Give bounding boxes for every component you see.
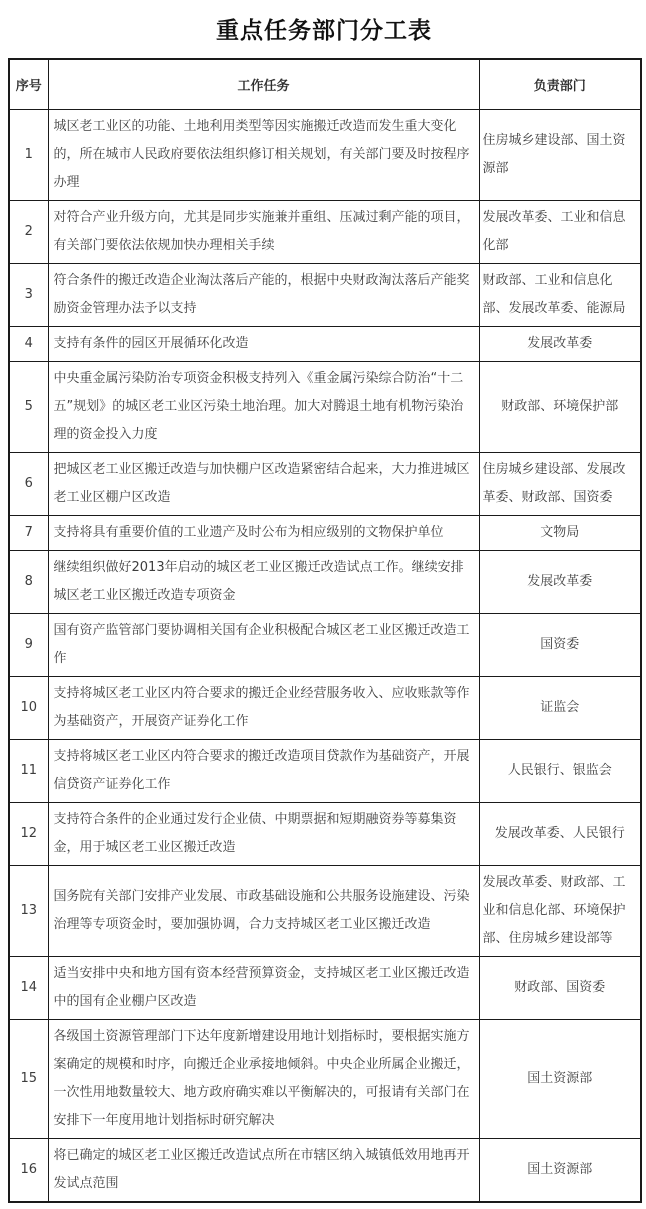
header-department: 负责部门	[479, 59, 641, 109]
table-body	[9, 109, 641, 1202]
row-task-cell: 国务院有关部门安排产业发展、市政基础设施和公共服务设施建设、污染治理等专项资金时，要加强协调，合力支持城区老工业区搬迁改造	[48, 865, 479, 956]
row-serial-cell: 7	[9, 515, 48, 550]
row-department-text: 发展改革委、财政部、工业和信息化部、环境保护部、住房城乡建设部等	[482, 874, 626, 946]
table-row	[9, 739, 641, 802]
row-department-text: 财政部、环境保护部	[501, 398, 619, 414]
header-task: 工作任务	[48, 59, 479, 109]
table-row	[9, 1019, 641, 1138]
table-row	[9, 1138, 641, 1202]
row-task-cell: 支持有条件的园区开展循环化改造	[48, 326, 479, 361]
row-task-cell: 将已确定的城区老工业区搬迁改造试点所在市辖区纳入城镇低效用地再开发试点范围	[48, 1138, 479, 1202]
row-department-text: 住房城乡建设部、国土资源部	[482, 132, 626, 176]
row-serial-cell: 9	[9, 613, 48, 676]
row-department-text: 证监会	[540, 699, 580, 715]
row-task-cell: 国有资产监管部门要协调相关国有企业积极配合城区老工业区搬迁改造工作	[48, 613, 479, 676]
row-department-text: 财政部、国资委	[514, 979, 606, 995]
row-serial-cell: 3	[9, 263, 48, 326]
row-serial-cell: 15	[9, 1019, 48, 1138]
row-serial-cell: 1	[9, 109, 48, 200]
row-serial-cell: 8	[9, 550, 48, 613]
row-serial-cell: 13	[9, 865, 48, 956]
assignment-table	[8, 58, 642, 1203]
row-task-cell: 适当安排中央和地方国有资本经营预算资金，支持城区老工业区搬迁改造中的国有企业棚户区改造	[48, 956, 479, 1019]
row-department-text: 财政部、工业和信息化部、发展改革委、能源局	[482, 272, 626, 316]
table-row	[9, 452, 641, 515]
row-task-cell: 支持将城区老工业区内符合要求的搬迁改造项目贷款作为基础资产，开展信贷资产证券化工作	[48, 739, 479, 802]
row-department-text: 人民银行、银监会	[507, 762, 612, 778]
table-row	[9, 515, 641, 550]
row-serial-cell: 2	[9, 200, 48, 263]
table-row	[9, 326, 641, 361]
row-department-text: 住房城乡建设部、发展改革委、财政部、国资委	[482, 461, 626, 505]
row-department-text: 国土资源部	[527, 1161, 593, 1177]
row-task-cell: 城区老工业区的功能、土地利用类型等因实施搬迁改造而发生重大变化的，所在城市人民政府要依法组织修订相关规划，有关部门要及时按程序办理	[48, 109, 479, 200]
table-row	[9, 550, 641, 613]
row-department-cell	[479, 200, 641, 263]
row-department-text: 发展改革委	[527, 573, 593, 589]
header-row	[9, 59, 641, 109]
row-department-cell	[479, 263, 641, 326]
row-serial-cell: 6	[9, 452, 48, 515]
table-row	[9, 361, 641, 452]
row-task-cell: 支持符合条件的企业通过发行企业债、中期票据和短期融资券等募集资金，用于城区老工业区搬迁改造	[48, 802, 479, 865]
row-department-cell	[479, 956, 641, 1019]
row-task-cell: 对符合产业升级方向，尤其是同步实施兼并重组、压减过剩产能的项目，有关部门要依法依规加快办理相关手续	[48, 200, 479, 263]
row-serial-cell: 10	[9, 676, 48, 739]
row-department-cell	[479, 802, 641, 865]
table-row	[9, 613, 641, 676]
row-department-cell	[479, 865, 641, 956]
row-department-text: 发展改革委、工业和信息化部	[482, 209, 626, 253]
row-department-text: 国资委	[540, 636, 580, 652]
row-department-cell	[479, 452, 641, 515]
row-department-cell	[479, 676, 641, 739]
row-department-cell	[479, 109, 641, 200]
row-department-text: 发展改革委、人民银行	[494, 825, 625, 841]
row-serial-cell: 16	[9, 1138, 48, 1202]
header-serial: 序号	[9, 59, 48, 109]
row-task-cell: 中央重金属污染防治专项资金积极支持列入《重金属污染综合防治“十二五”规划》的城区老工业区污染土地治理。加大对腾退土地有机物污染治理的资金投入力度	[48, 361, 479, 452]
row-serial-cell: 4	[9, 326, 48, 361]
row-department-text: 国土资源部	[527, 1070, 593, 1086]
row-department-cell	[479, 361, 641, 452]
row-department-cell	[479, 613, 641, 676]
row-department-text: 发展改革委	[527, 335, 593, 351]
row-task-cell: 支持将城区老工业区内符合要求的搬迁企业经营服务收入、应收账款等作为基础资产，开展资产证券化工作	[48, 676, 479, 739]
row-department-cell	[479, 326, 641, 361]
row-department-cell	[479, 1138, 641, 1202]
page-title: 重点任务部门分工表	[216, 18, 432, 44]
table-row	[9, 676, 641, 739]
row-task-cell: 把城区老工业区搬迁改造与加快棚户区改造紧密结合起来，大力推进城区老工业区棚户区改造	[48, 452, 479, 515]
table-row	[9, 109, 641, 200]
row-department-text: 文物局	[540, 524, 580, 540]
table-row	[9, 956, 641, 1019]
row-task-cell: 支持将具有重要价值的工业遗产及时公布为相应级别的文物保护单位	[48, 515, 479, 550]
row-serial-cell: 5	[9, 361, 48, 452]
row-department-cell	[479, 515, 641, 550]
row-task-cell: 符合条件的搬迁改造企业淘汰落后产能的，根据中央财政淘汰落后产能奖励资金管理办法予以支持	[48, 263, 479, 326]
row-serial-cell: 11	[9, 739, 48, 802]
table-row	[9, 200, 641, 263]
row-task-cell: 各级国土资源管理部门下达年度新增建设用地计划指标时，要根据实施方案确定的规模和时序，向搬迁企业承接地倾斜。中央企业所属企业搬迁，一次性用地数量较大、地方政府确实难以平衡解决的，可报请有关部门在安排下一年度用地计划指标时研究解决	[48, 1019, 479, 1138]
row-department-cell	[479, 550, 641, 613]
row-serial-cell: 12	[9, 802, 48, 865]
table-row	[9, 263, 641, 326]
row-department-cell	[479, 1019, 641, 1138]
table-row	[9, 865, 641, 956]
row-department-cell	[479, 739, 641, 802]
row-serial-cell: 14	[9, 956, 48, 1019]
row-task-cell: 继续组织做好2013年启动的城区老工业区搬迁改造试点工作。继续安排城区老工业区搬迁改造专项资金	[48, 550, 479, 613]
table-row	[9, 802, 641, 865]
